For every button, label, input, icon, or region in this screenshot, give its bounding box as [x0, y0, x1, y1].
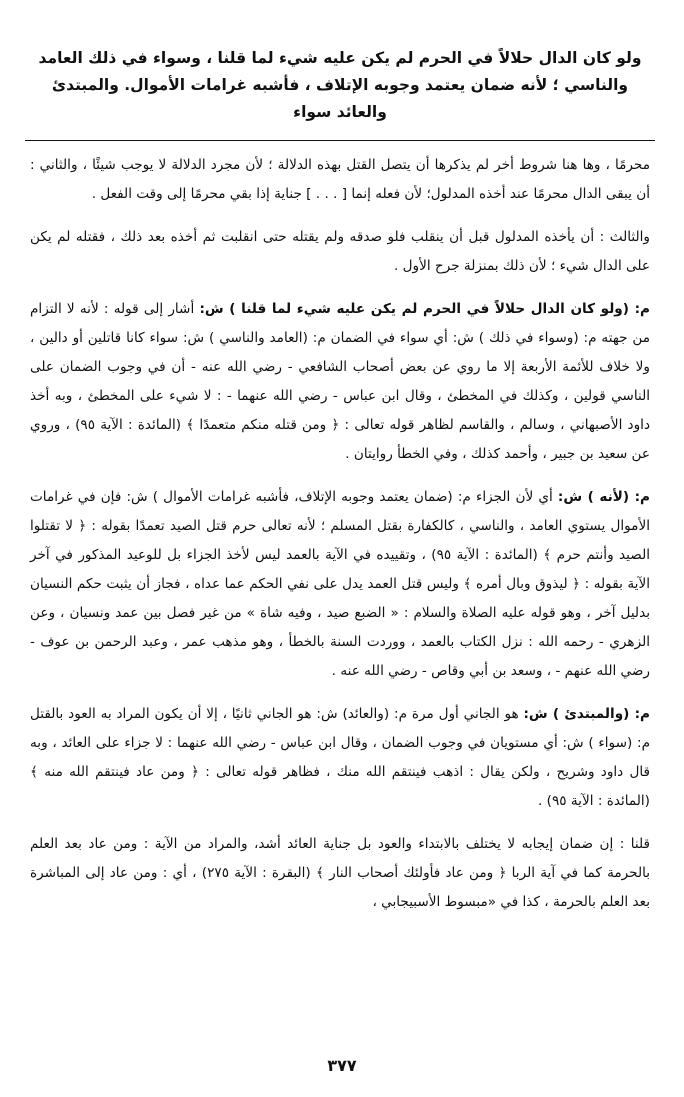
paragraph-text: والثالث : أن يأخذه المدلول قبل أن ينقلب فلو صدقه ولم يقتله حتى انقلبت ثم أخذه بعد ذلك ، فقتله لم يكن على الدال شيء ؛ لأن ذلك بمنزلة جرح الأول .: [30, 229, 650, 274]
paragraph-lead: م: (لأنه ) ش:: [557, 489, 651, 505]
paragraph-lead: م: (والمبتدئ ) ش:: [523, 706, 651, 722]
paragraph-text: هو الجاني أول مرة م: (والعائد) ش: هو الجاني ثانيًا ، إلا أن يكون المراد به العود بالقتل م: (سواء ) ش: أي مستويان في وجوب الضمان ، وقال ابن عباس - رضي الله عنهما : لا جزاء على العائد ، وبه قال داود وشريح ، ولكن يقال : اذهب فينتقم الله منك ، فظاهر قوله تعالى : ﴿ ومن عاد فينتقم الله منه ﴾ (المائدة : الآية ٩٥) .: [30, 706, 650, 809]
page-number: ٣٧٧: [327, 1056, 357, 1075]
matn-text: ولو كان الدال حلالاً في الحرم لم يكن عليه شيء لما قلنا ، وسواء في ذلك العامد والناسي ؛ لأنه ضمان يعتمد وجوبه الإتلاف ، فأشبه غرامات الأموال. والمبتدئ والعائد سواء: [38, 49, 642, 121]
paragraph-lead: م: (ولو كان الدال حلالاً في الحرم لم يكن عليه شيء لما قلنا ) ش:: [199, 301, 650, 317]
commentary-paragraph: [30, 700, 650, 816]
paragraph-text: أي لأن الجزاء م: (ضمان يعتمد وجوبه الإتلاف، فأشبه غرامات الأموال ) ش: فإن في غرامات الأموال يستوي العامد ، والناسي ، كالكفارة بقتل المسلم ؛ لأنه تعالى حرم قتل الصيد تعمدًا بقوله : ﴿ لا تقتلوا الصيد وأنتم حرم ﴾ (المائدة : الآية ٩٥) ، وتقييده في الآية بالعمد ليس لأخذ الجزاء بل للوعيد المذكور في آخر الآية بقوله : ﴿ ليذوق وبال أمره ﴾ وليس قتل العمد يدل على نفي الحكم عما عداه ، فجاز أن يثبت حكم النسيان بدليل آخر ، وهو قوله عليه الصلاة والسلام : « الضبع صيد ، وفيه شاة » من غير فصل بين عمد ونسيان ، وعن الزهري - رحمه الله : نزل الكتاب بالعمد ، ووردت السنة بالخطأ ، وهو مذهب عمر ، وعبد الرحمن بن عوف - رضي الله عنهم - ، وسعد بن أبي وقاص - رضي الله عنه .: [30, 489, 650, 679]
commentary-paragraph: [30, 295, 650, 469]
separator-rule: [25, 140, 655, 141]
commentary-paragraph: [30, 151, 650, 209]
paragraph-text: قلنا : إن ضمان إيجابه لا يختلف بالابتداء والعود بل جناية العائد أشد، والمراد من الآية : ومن عاد بعد العلم بالحرمة كما في آية الربا ﴿ ومن عاد فأولئك أصحاب النار ﴾ (البقرة : الآية ٢٧٥) ، أي : ومن عاد إلى المباشرة بعد العلم بالحرمة ، كذا في «مبسوط الأسبيجابي ،: [30, 836, 651, 910]
commentary-paragraph: [30, 483, 650, 686]
page-body: [30, 45, 650, 931]
commentary-paragraph: [30, 223, 650, 281]
paragraph-text: محرمًا ، وها هنا شروط أخر لم يذكرها أن يتصل القتل بهذه الدلالة ؛ لأن مجرد الدلالة لا يوجب شيئًا ، والثاني : أن يبقى الدال محرمًا عند أخذه المدلول؛ لأن فعله إنما [ . . . ] جناية إذا بقي محرمًا إلى وقت الفعل .: [30, 157, 650, 202]
commentary-paragraph: [30, 830, 650, 917]
paragraph-text: أشار إلى قوله : لأنه لا التزام من جهته م: (وسواء في ذلك ) ش: أي سواء في الضمان م: (العامد والناسي ) ش: سواء كانا قاتلين أو دالين ، ولا خلاف للأئمة الأربعة إلا ما روي عن بعض أصحاب الشافعي - رضي الله عنه - أن في وجوب الضمان على الناسي قولين ، وكذلك في المخطئ ، وقال ابن عباس - رضي الله عنهما - : لا شيء على المخطئ ، وبه أخذ داود الأصبهاني ، وسالم ، والقاسم لظاهر قوله تعالى : ﴿ ومن قتله منكم متعمدًا ﴾ (المائدة : الآية ٩٥) ، وروي عن سعيد بن جبير ، وأحمد كذلك ، وفي الخطأ روايتان .: [30, 301, 650, 462]
